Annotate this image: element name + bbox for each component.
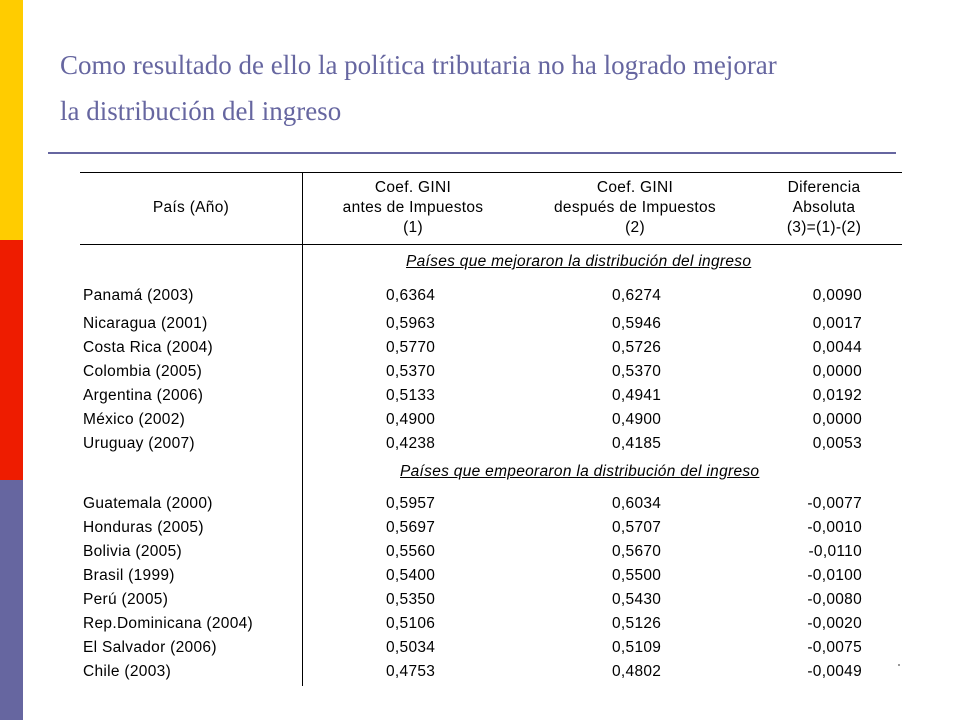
cell-difference: -0,0110 xyxy=(808,543,862,560)
cell-gini-before: 0,5770 xyxy=(386,339,436,356)
table-row xyxy=(80,432,902,456)
header-difference-line2: Absoluta xyxy=(792,199,856,216)
cell-difference: -0,0020 xyxy=(807,615,862,632)
cell-difference: -0,0077 xyxy=(807,495,862,512)
cell-difference: -0,0075 xyxy=(807,639,862,656)
slide-title-line-1: Como resultado de ello la política tributaria no ha logrado mejorar xyxy=(60,50,777,80)
table-row xyxy=(80,588,902,612)
cell-gini-after: 0,5430 xyxy=(612,591,662,608)
cell-country: El Salvador (2006) xyxy=(83,639,217,656)
cell-country: Honduras (2005) xyxy=(83,519,204,536)
table-row xyxy=(80,360,902,384)
cell-difference: 0,0053 xyxy=(812,435,862,452)
cell-gini-after: 0,4185 xyxy=(612,435,662,452)
cell-difference: -0,0100 xyxy=(807,567,862,584)
cell-gini-after: 0,5500 xyxy=(612,567,662,584)
cell-country: México (2002) xyxy=(83,411,186,428)
cell-difference: 0,0000 xyxy=(812,363,862,380)
cell-country: Bolivia (2005) xyxy=(83,543,182,560)
header-gini-after xyxy=(524,178,746,238)
table-row xyxy=(80,408,902,432)
cell-gini-before: 0,4900 xyxy=(386,411,436,428)
stray-mark xyxy=(898,664,900,666)
cell-country: Rep.Dominicana (2004) xyxy=(83,615,253,632)
table-row xyxy=(80,636,902,660)
cell-gini-after: 0,5946 xyxy=(612,315,662,332)
cell-country: Uruguay (2007) xyxy=(83,435,195,452)
section-improved-heading: Países que mejoraron la distribución del ingreso xyxy=(406,253,752,270)
cell-gini-before: 0,5370 xyxy=(386,363,436,380)
cell-gini-before: 0,5957 xyxy=(386,495,436,512)
header-difference-line1: Diferencia xyxy=(787,179,861,196)
table-row xyxy=(80,284,902,308)
table-row xyxy=(80,384,902,408)
header-gini-before xyxy=(302,178,524,238)
table-row xyxy=(80,492,902,516)
cell-gini-after: 0,5726 xyxy=(612,339,662,356)
table-row xyxy=(80,564,902,588)
header-gini-before-line2: antes de Impuestos xyxy=(342,199,484,216)
cell-country: Costa Rica (2004) xyxy=(83,339,214,356)
cell-gini-before: 0,5034 xyxy=(386,639,436,656)
table-row xyxy=(80,612,902,636)
header-gini-before-line1: Coef. GINI xyxy=(374,179,452,196)
accent-bar-red xyxy=(0,240,23,480)
cell-gini-before: 0,5697 xyxy=(386,519,436,536)
cell-difference: 0,0090 xyxy=(812,287,862,304)
header-gini-after-line1: Coef. GINI xyxy=(596,179,674,196)
cell-country: Perú (2005) xyxy=(83,591,169,608)
cell-gini-before: 0,4753 xyxy=(386,663,436,680)
cell-gini-after: 0,4941 xyxy=(612,387,662,404)
slide-title-line-2: la distribución del ingreso xyxy=(60,96,342,126)
cell-gini-before: 0,6364 xyxy=(386,287,436,304)
table-row xyxy=(80,660,902,684)
table-row xyxy=(80,336,902,360)
cell-gini-after: 0,6034 xyxy=(612,495,662,512)
cell-gini-after: 0,6274 xyxy=(612,287,662,304)
slide-title xyxy=(60,42,920,134)
cell-difference: 0,0017 xyxy=(812,315,862,332)
cell-difference: 0,0192 xyxy=(812,387,862,404)
accent-bar-blue xyxy=(0,480,23,720)
cell-gini-before: 0,4238 xyxy=(386,435,436,452)
cell-gini-after: 0,5126 xyxy=(612,615,662,632)
cell-difference: -0,0010 xyxy=(807,519,862,536)
table-header-rule xyxy=(80,244,902,245)
cell-gini-after: 0,5670 xyxy=(612,543,662,560)
cell-difference: -0,0049 xyxy=(807,663,862,680)
header-difference xyxy=(746,178,902,238)
cell-difference: -0,0080 xyxy=(807,591,862,608)
cell-country: Colombia (2005) xyxy=(83,363,203,380)
cell-gini-after: 0,5370 xyxy=(612,363,662,380)
cell-gini-before: 0,5560 xyxy=(386,543,436,560)
table-row xyxy=(80,516,902,540)
header-gini-after-line3: (2) xyxy=(625,219,645,236)
header-gini-after-line2: después de Impuestos xyxy=(554,199,716,216)
cell-gini-before: 0,5963 xyxy=(386,315,436,332)
table-row xyxy=(80,540,902,564)
header-difference-line3: (3)=(1)-(2) xyxy=(786,219,862,236)
cell-gini-after: 0,4900 xyxy=(612,411,662,428)
cell-country: Chile (2003) xyxy=(83,663,172,680)
table-row xyxy=(80,312,902,336)
cell-country: Guatemala (2000) xyxy=(83,495,213,512)
cell-difference: 0,0044 xyxy=(812,339,862,356)
cell-country: Nicaragua (2001) xyxy=(83,315,208,332)
cell-gini-before: 0,5400 xyxy=(386,567,436,584)
cell-gini-after: 0,5707 xyxy=(612,519,662,536)
cell-gini-after: 0,5109 xyxy=(612,639,662,656)
cell-gini-before: 0,5133 xyxy=(386,387,436,404)
gini-table xyxy=(80,170,902,686)
section-worsened-heading: Países que empeoraron la distribución del ingreso xyxy=(400,463,760,480)
table-top-rule xyxy=(80,172,902,173)
cell-country: Argentina (2006) xyxy=(83,387,204,404)
cell-gini-before: 0,5350 xyxy=(386,591,436,608)
cell-country: Panamá (2003) xyxy=(83,287,194,304)
cell-country: Brasil (1999) xyxy=(83,567,175,584)
accent-bar-yellow xyxy=(0,0,23,240)
header-gini-before-line3: (1) xyxy=(403,219,423,236)
title-divider xyxy=(48,152,896,154)
cell-difference: 0,0000 xyxy=(812,411,862,428)
header-country: País (Año) xyxy=(152,199,230,216)
cell-gini-before: 0,5106 xyxy=(386,615,436,632)
cell-gini-after: 0,4802 xyxy=(612,663,662,680)
